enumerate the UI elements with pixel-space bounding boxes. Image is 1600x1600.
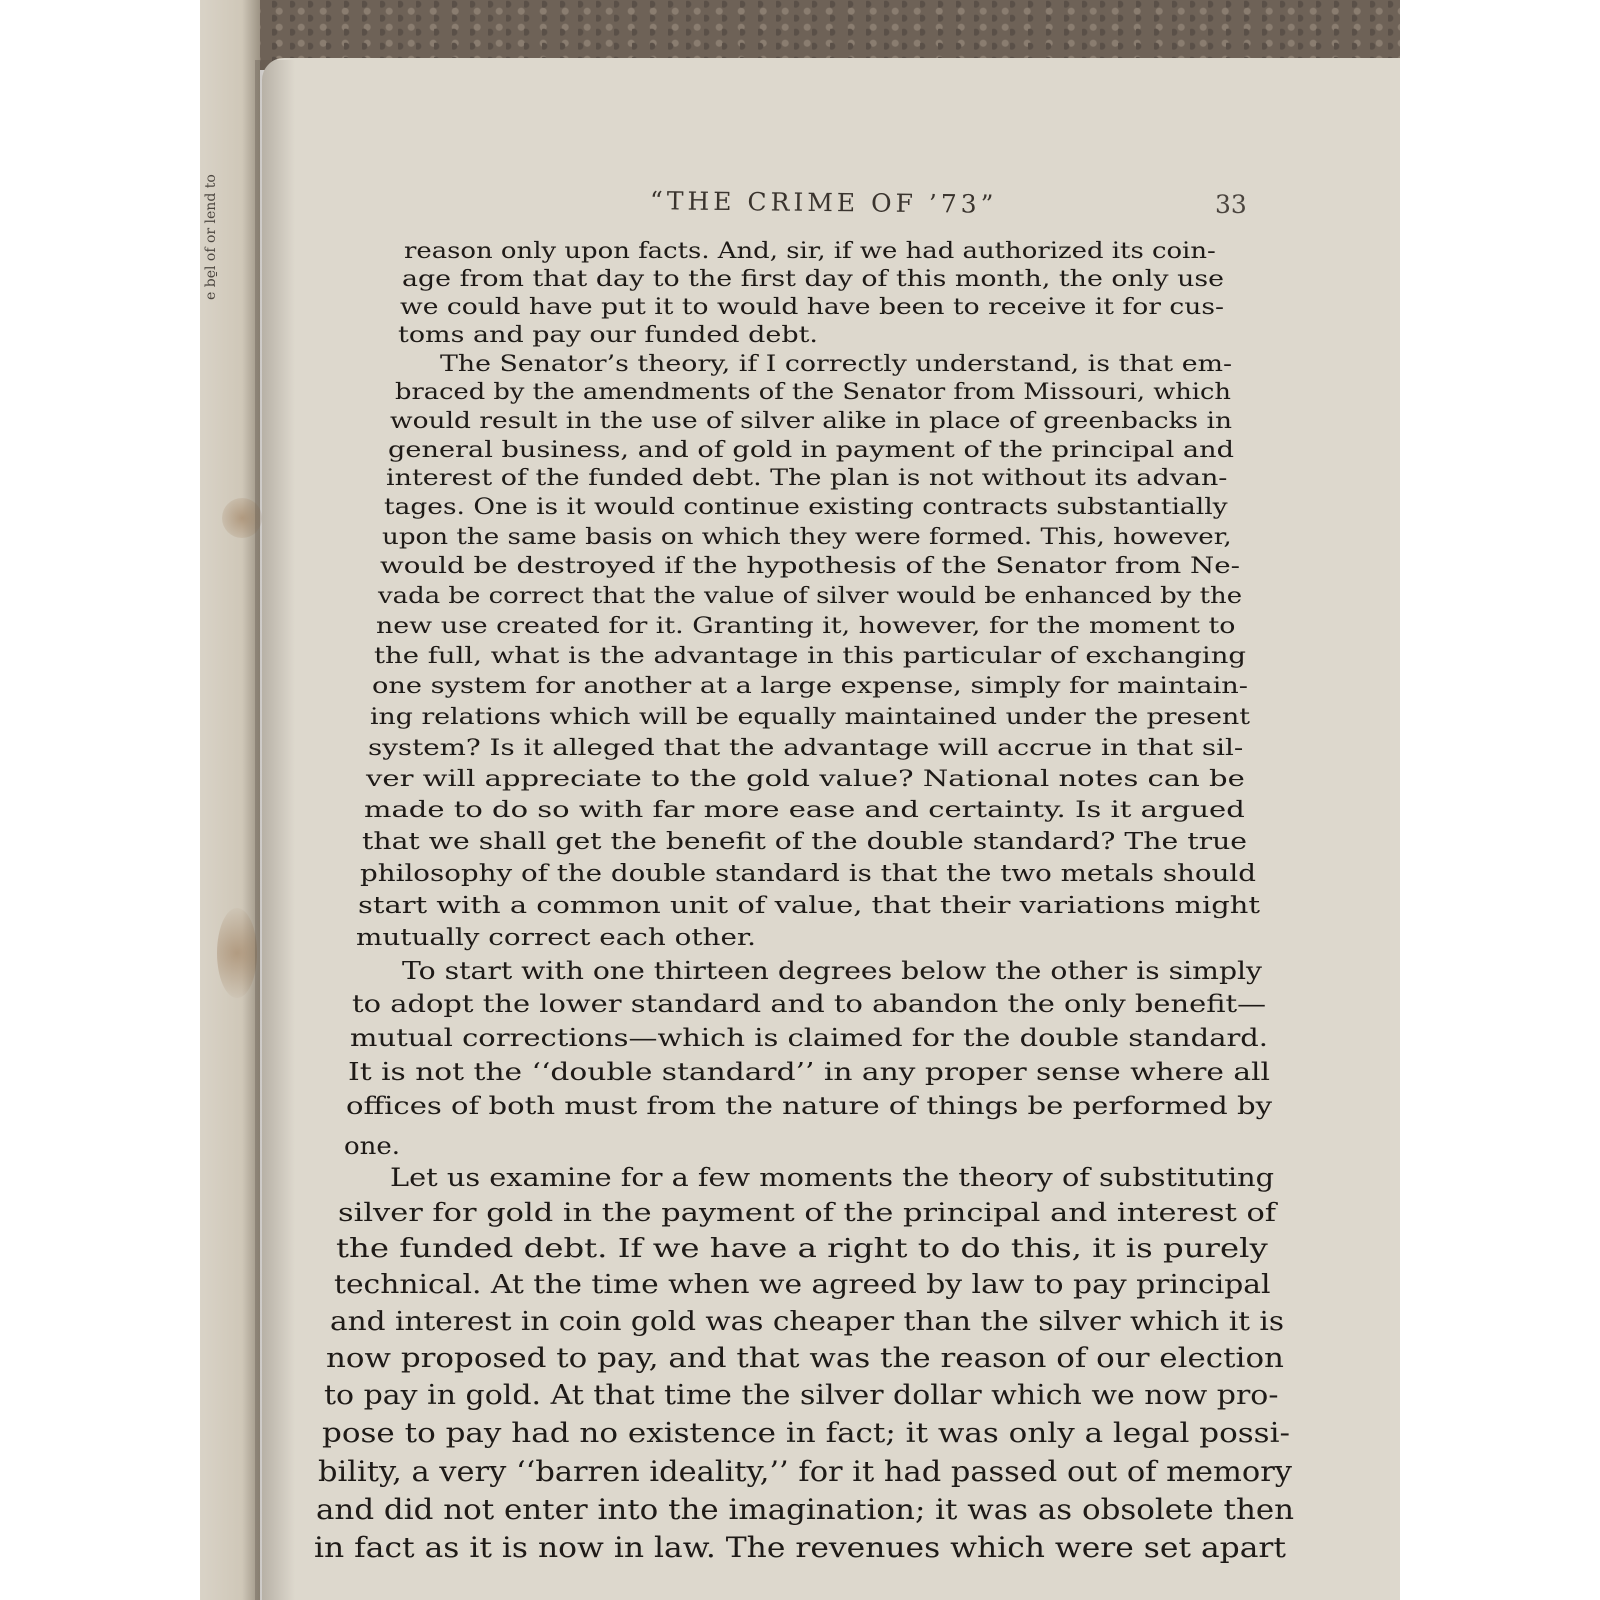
text-line: made to do so with far more ease and certainty. Is it argued <box>364 797 1245 823</box>
text-line: one system for another at a large expense, simply for maintain- <box>372 673 1249 699</box>
text-line: and did not enter into the imagination; it was as obsolete then <box>316 1493 1295 1526</box>
text-line: one. <box>344 1132 401 1160</box>
text-line: philosophy of the double standard is that the two metals should <box>360 860 1257 887</box>
text-line: silver for gold in the payment of the principal and interest of <box>338 1198 1277 1228</box>
text-line: vada be correct that the value of silver would be enhanced by the <box>378 583 1243 609</box>
text-line: start with a common unit of value, that their variations might <box>358 892 1260 919</box>
text-line: age from that day to the first day of this month, the only use <box>402 266 1225 292</box>
text-line: upon the same basis on which they were formed. This, however, <box>382 524 1232 550</box>
running-title: “THE CRIME OF ’73” <box>649 186 998 219</box>
text-line: the full, what is the advantage in this particular of exchanging <box>374 643 1247 669</box>
text-line: now proposed to pay, and that was the reason of our election <box>326 1342 1284 1374</box>
text-line: braced by the amendments of the Senator from Missouri, which <box>395 379 1232 405</box>
text-line: would result in the use of silver alike in place of greenbacks in <box>390 408 1233 434</box>
text-line: in fact as it is now in law. The revenues which were set apart <box>314 1531 1287 1564</box>
text-line: mutual corrections—which is claimed for the double standard. <box>350 1024 1269 1052</box>
text-line: and interest in coin gold was cheaper than the silver which it is <box>330 1306 1285 1337</box>
text-line: that we shall get the benefit of the double standard? The true <box>362 828 1248 855</box>
text-line: technical. At the time when we agreed by law to pay principal <box>334 1269 1271 1300</box>
text-line: offices of both must from the nature of things be performed by <box>346 1092 1273 1120</box>
text-line: ing relations which will be equally maintained under the present <box>370 704 1251 730</box>
text-line: we could have put it to would have been to receive it for cus- <box>400 294 1225 320</box>
text-line: tages. One is it would continue existing contracts substantially <box>384 494 1228 520</box>
text-line: pose to pay had no existence in fact; it was only a legal possi- <box>322 1417 1290 1449</box>
text-line: mutually correct each other. <box>356 924 756 951</box>
text-line: system? Is it alleged that the advantage will accrue in that sil- <box>368 735 1244 761</box>
text-line: new use created for it. Granting it, however, for the moment to <box>376 613 1236 639</box>
text-line: It is not the ‘‘double standard’’ in any proper sense where all <box>348 1058 1271 1086</box>
text-line: Let us examine for a few moments the theory of substituting <box>390 1163 1275 1193</box>
text-line: bility, a very ‘‘barren ideality,’’ for it had passed out of memory <box>318 1455 1292 1488</box>
text-line: toms and pay our funded debt. <box>398 322 818 348</box>
text-line: to pay in gold. At that time the silver dollar which we now pro- <box>324 1379 1279 1411</box>
text-line: interest of the funded debt. The plan is not without its advan- <box>386 465 1228 491</box>
facing-page-text-fragment: e be̱l of or lend to <box>203 174 219 300</box>
page-number: 33 <box>1215 190 1247 219</box>
text-line: reason only upon facts. And, sir, if we had authorized its coin- <box>404 238 1216 264</box>
text-line: general business, and of gold in payment of the principal and <box>388 437 1234 463</box>
text-line: the funded debt. If we have a right to do this, it is purely <box>336 1233 1268 1264</box>
text-line: ver will appreciate to the gold value? National notes can be <box>366 766 1245 792</box>
text-line: to adopt the lower standard and to abandon the only benefit— <box>352 990 1267 1018</box>
text-line: The Senator’s theory, if I correctly understand, is that em- <box>440 351 1233 377</box>
text-line: would be destroyed if the hypothesis of the Senator from Ne- <box>380 553 1241 579</box>
text-line: To start with one thirteen degrees below the other is simply <box>402 957 1263 985</box>
